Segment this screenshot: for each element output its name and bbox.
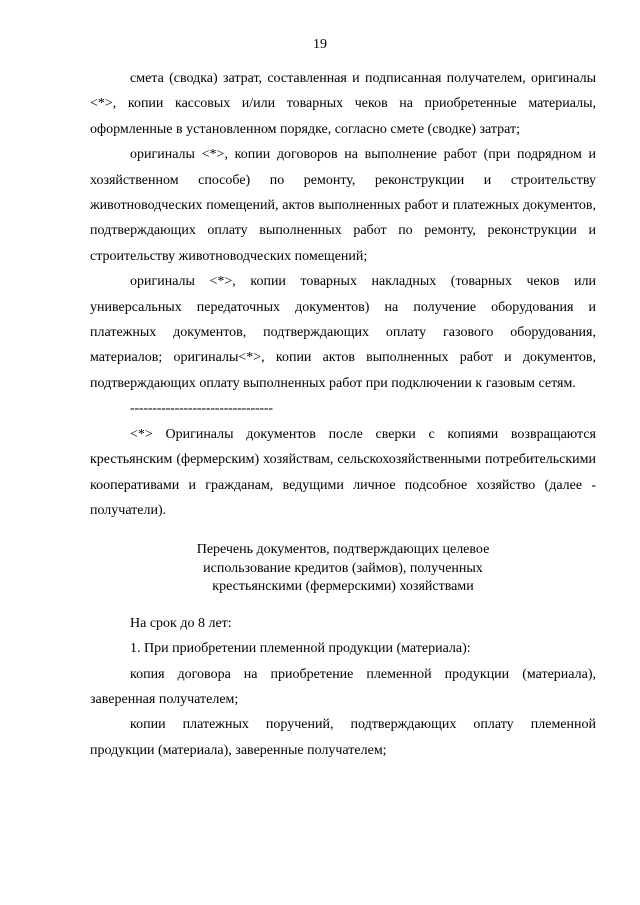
- paragraph: копии платежных поручений, подтверждающих оплату племенной продукции (материала), заверенные получателем;: [90, 717, 596, 758]
- footnote-divider: --------------------------------: [130, 401, 273, 417]
- paragraph: оригиналы <*>, копии товарных накладных (товарных чеков или универсальных передаточных документов) на получение оборудования и платежных документов, подтверждающих оплату газового оборудования, материалов; оригиналы<*>, копии актов выполненных работ и документов, подтверждающих оплату выполненных работ при подключении к газовым сетям.: [90, 274, 596, 391]
- document-body: [90, 66, 596, 763]
- paragraph: копия договора на приобретение племенной продукции (материала), заверенная получателем;: [90, 666, 596, 708]
- footnote: <*> Оригиналы документов после сверки с копиями возвращаются крестьянским (фермерским) хозяйствам, сельскохозяйственными потребительскими кооперативами и гражданам, ведущими личное подсобное хозяйство (далее - получатели).: [90, 426, 596, 518]
- paragraph: 1. При приобретении племенной продукции (материала):: [130, 641, 471, 657]
- heading-line: крестьянскими (фермерскими) хозяйствами: [212, 579, 474, 595]
- section-heading: [90, 541, 596, 597]
- heading-line: использование кредитов (займов), полученных: [203, 560, 483, 576]
- paragraph: На срок до 8 лет:: [130, 615, 232, 631]
- heading-line: Перечень документов, подтверждающих целевое: [196, 542, 490, 558]
- page-number: 19: [313, 37, 327, 52]
- paragraph: оригиналы <*>, копии договоров на выполнение работ (при подрядном и хозяйственном способе) по ремонту, реконструкции и строительству животноводческих помещений, актов выполненных работ и платежных документов, подтверждающих оплату выполненных работ по ремонту, реконструкции и строительству животноводческих помещений;: [90, 147, 596, 264]
- paragraph: смета (сводка) затрат, составленная и подписанная получателем, оригиналы <*>, копии кассовых и/или товарных чеков на приобретенные материалы, оформленные в установленном порядке, согласно смете (сводке) затрат;: [90, 71, 596, 137]
